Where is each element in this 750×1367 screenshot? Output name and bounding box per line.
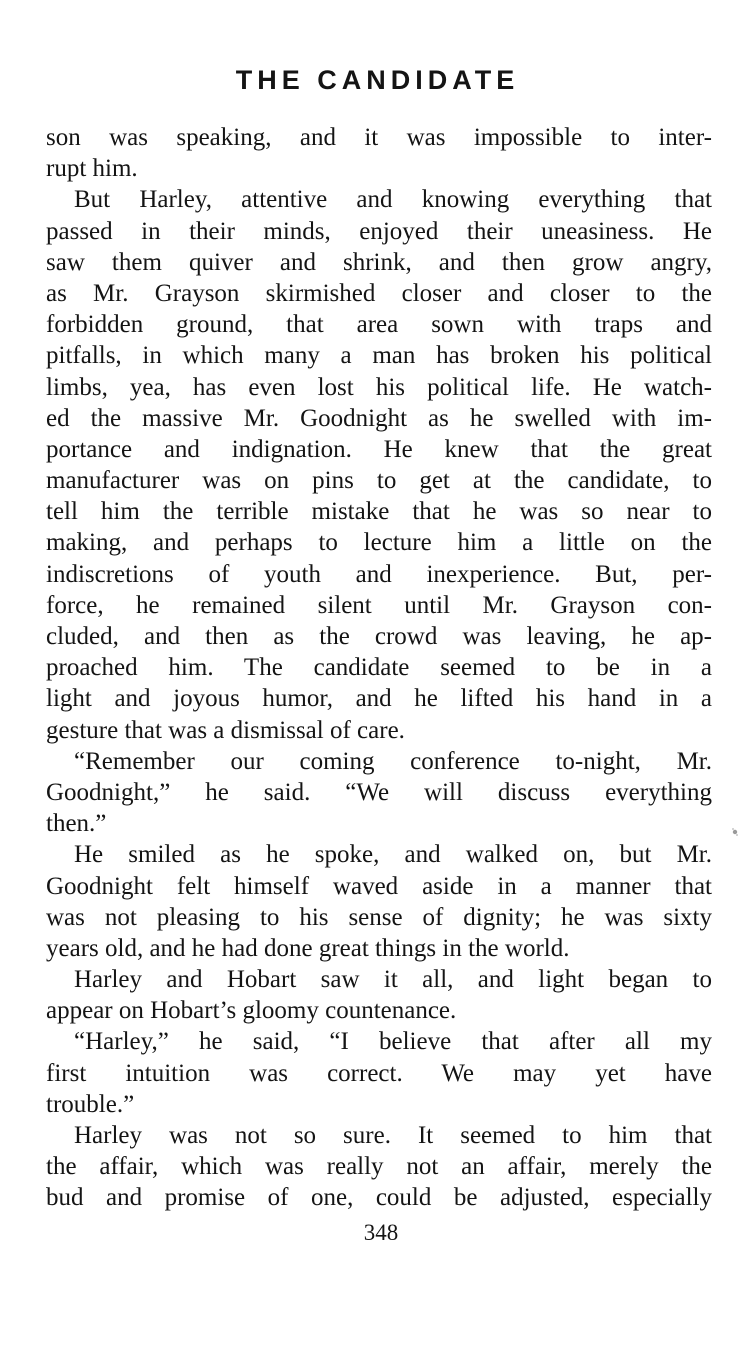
body-text bbox=[46, 122, 712, 1214]
text-line: manufacturer was on pins to get at the candidate, to bbox=[46, 467, 712, 495]
text-line: “Harley,” he said, “I believe that after all my bbox=[74, 1028, 712, 1056]
text-line: as Mr. Grayson skirmished closer and closer to the bbox=[46, 279, 712, 307]
text-line: passed in their minds, enjoyed their uneasiness. He bbox=[46, 217, 712, 245]
text-line: Goodnight felt himself waved aside in a manner that bbox=[46, 872, 712, 900]
text-line: making, and perhaps to lecture him a little on the bbox=[46, 529, 712, 557]
text-line: rupt him. bbox=[46, 155, 138, 183]
text-line: limbs, yea, has even lost his political life. He watch- bbox=[46, 373, 712, 401]
text-line: light and joyous humor, and he lifted his hand in a bbox=[46, 685, 712, 713]
text-line: son was speaking, and it was impossible to inter- bbox=[46, 124, 712, 151]
text-line: forbidden ground, that area sown with traps and bbox=[46, 311, 712, 339]
text-line: saw them quiver and shrink, and then grow angry, bbox=[46, 248, 712, 276]
text-line: appear on Hobart’s gloomy countenance. bbox=[46, 997, 457, 1025]
text-line: was not pleasing to his sense of dignity; he was sixty bbox=[46, 903, 712, 931]
text-line: He smiled as he spoke, and walked on, but Mr. bbox=[74, 841, 712, 869]
ink-speck-mark bbox=[730, 826, 740, 838]
text-line: Goodnight,” he said. “We will discuss everything bbox=[46, 778, 712, 806]
text-line: cluded, and then as the crowd was leaving, he ap- bbox=[46, 623, 712, 650]
text-line: first intuition was correct. We may yet have bbox=[46, 1059, 712, 1087]
text-line: indiscretions of youth and inexperience. But, per- bbox=[46, 560, 712, 588]
text-line: proached him. The candidate seemed to be in a bbox=[46, 654, 712, 682]
text-line: bud and promise of one, could be adjusted, especially bbox=[46, 1184, 712, 1212]
text-line: gesture that was a dismissal of care. bbox=[46, 716, 405, 744]
text-line: tell him the terrible mistake that he was so near to bbox=[46, 498, 712, 526]
text-line: Harley and Hobart saw it all, and light began to bbox=[74, 966, 712, 994]
text-line: years old, and he had done great things in the world. bbox=[46, 934, 570, 962]
text-line: “Remember our coming conference to-night, Mr. bbox=[74, 747, 712, 775]
text-line: pitfalls, in which many a man has broken his political bbox=[46, 342, 712, 370]
text-line: portance and indignation. He knew that the great bbox=[46, 435, 712, 463]
page-number: 348 bbox=[363, 1220, 399, 1245]
text-line: then.” bbox=[46, 810, 107, 838]
text-line: ed the massive Mr. Goodnight as he swelled with im- bbox=[46, 404, 712, 432]
text-line: Harley was not so sure. It seemed to him that bbox=[74, 1122, 712, 1149]
text-line: trouble.” bbox=[46, 1090, 135, 1118]
text-line: But Harley, attentive and knowing everything that bbox=[74, 186, 712, 214]
text-line: the affair, which was really not an affair, merely the bbox=[46, 1153, 712, 1181]
text-line: force, he remained silent until Mr. Grayson con- bbox=[46, 591, 712, 619]
running-head: THE CANDIDATE bbox=[235, 65, 520, 95]
